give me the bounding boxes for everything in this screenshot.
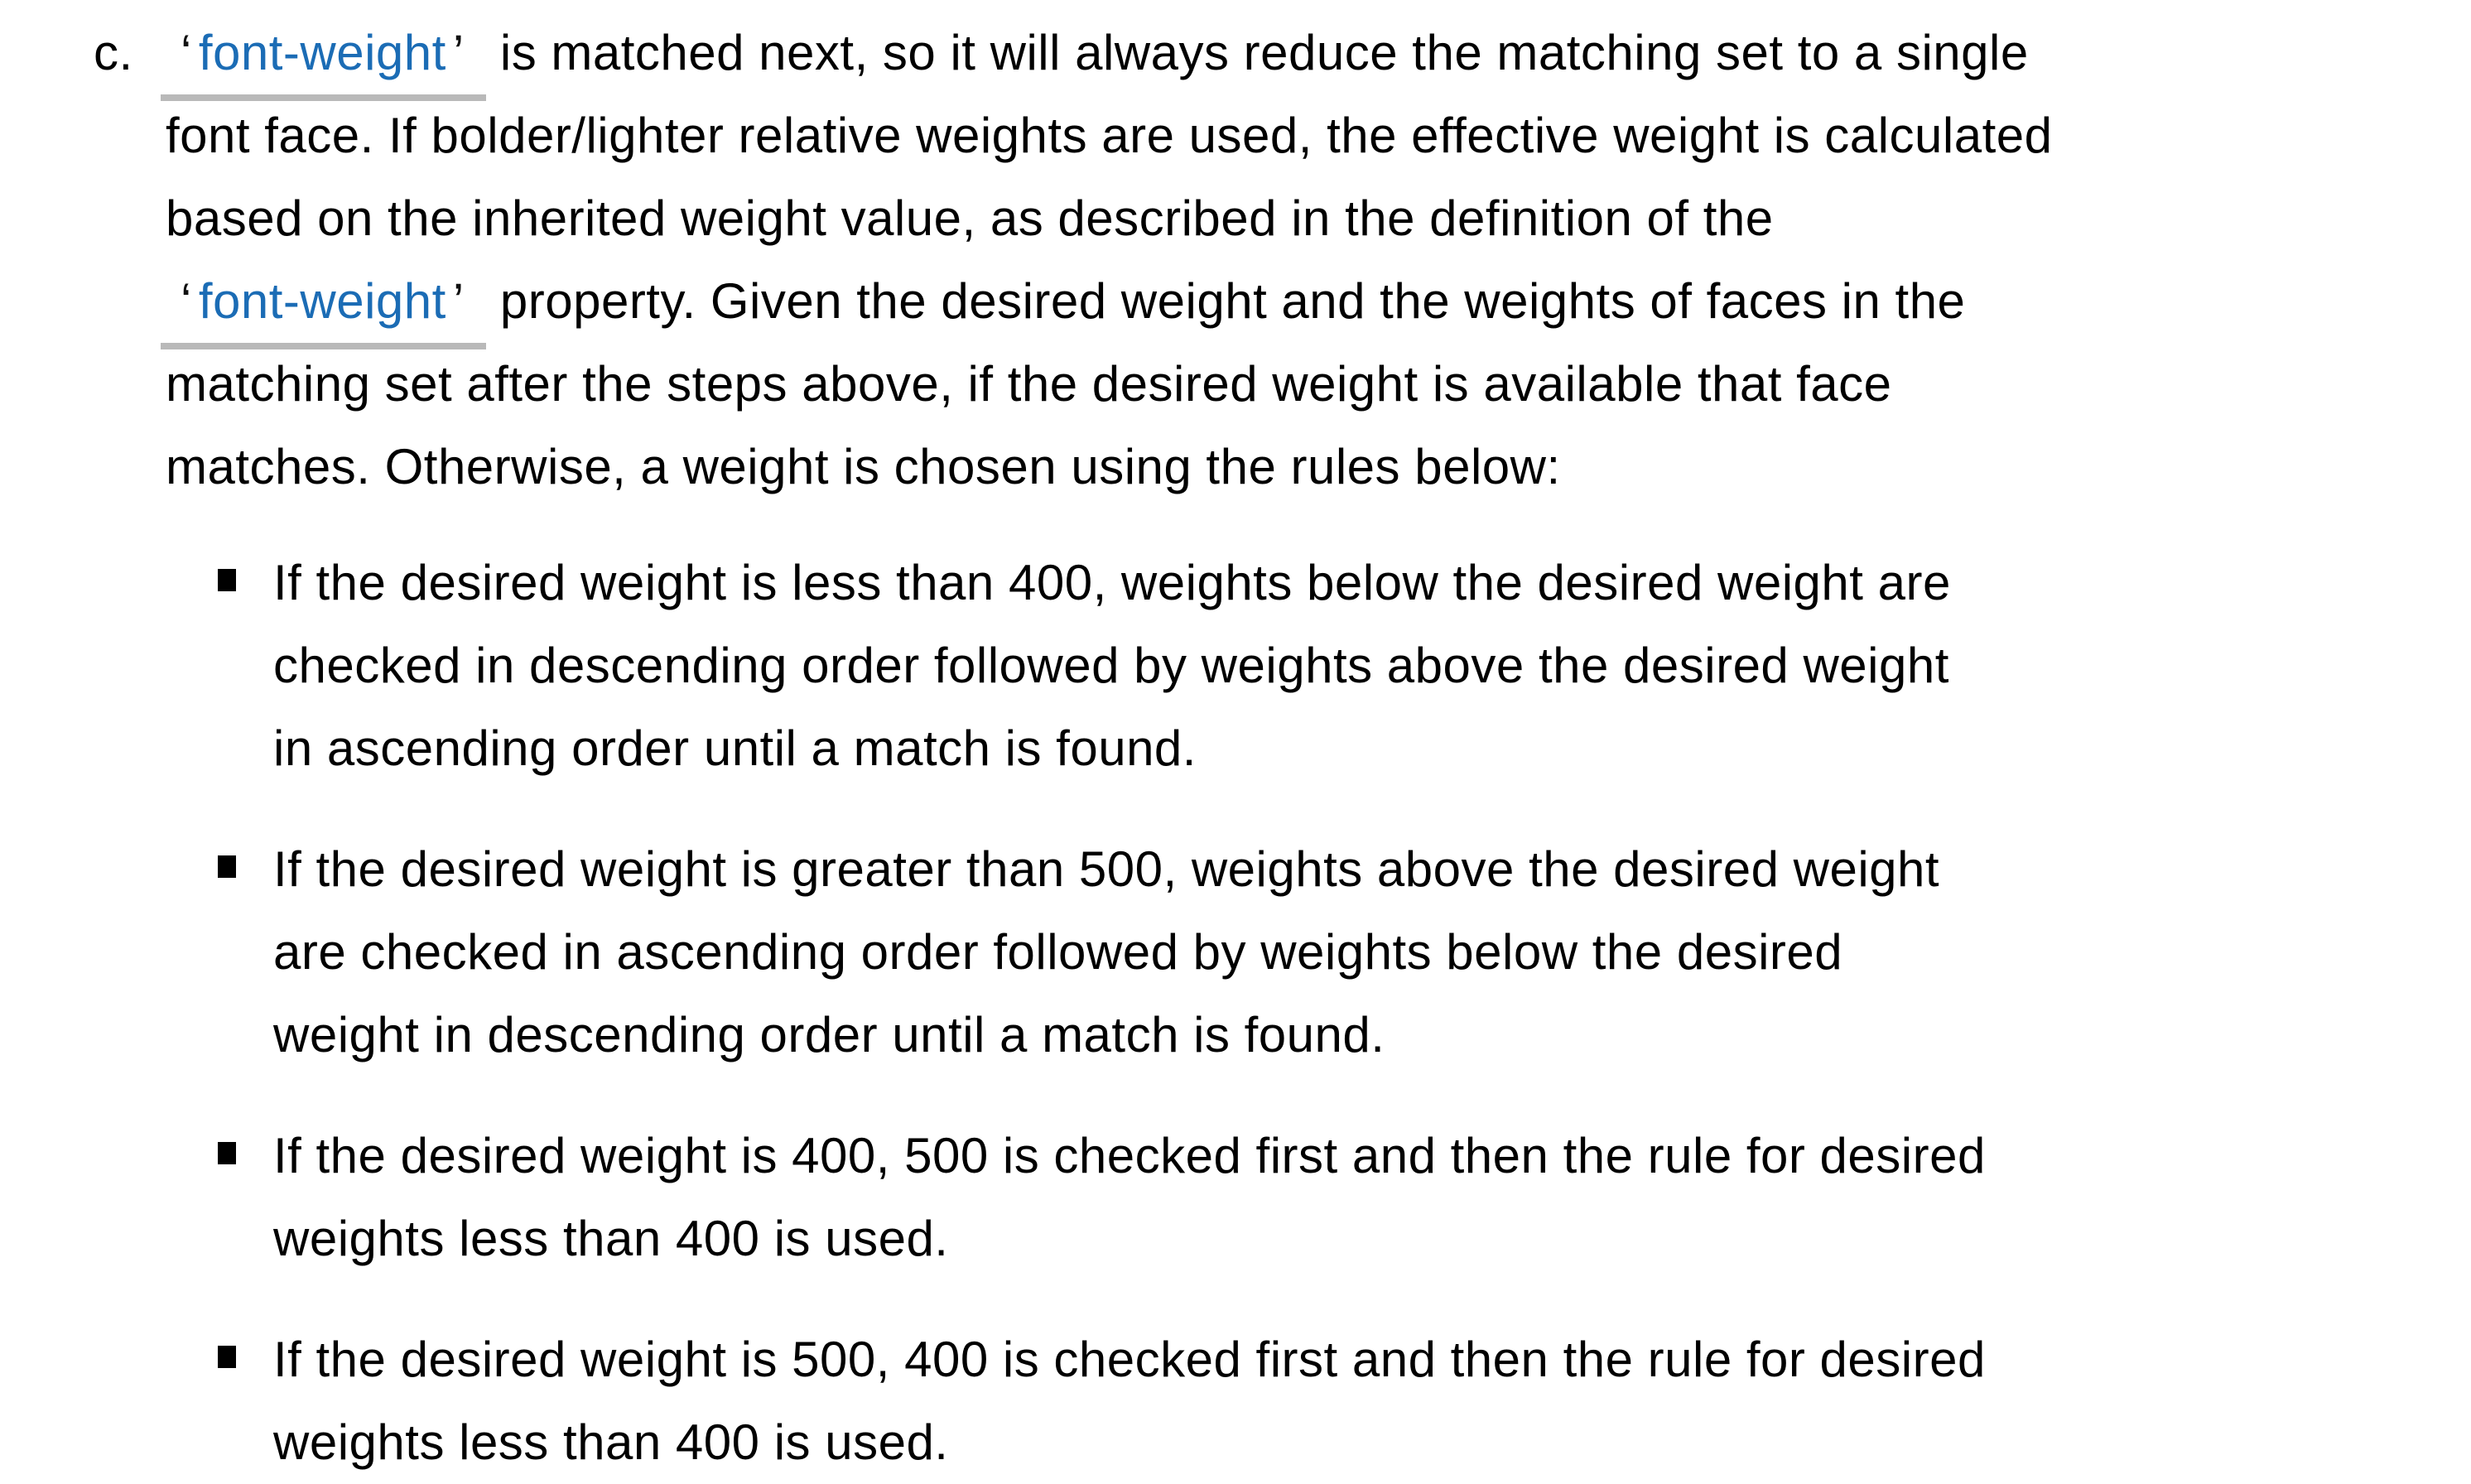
font-weight-link[interactable] bbox=[161, 260, 486, 349]
paragraph-text: is matched next, so it will always reduce the matching set to a single bbox=[485, 25, 2029, 80]
paragraph-line-4 bbox=[166, 260, 2471, 343]
paragraph-line-6: matches. Otherwise, a weight is chosen using the rules below: bbox=[166, 439, 1561, 494]
square-bullet-icon bbox=[218, 569, 236, 591]
bullet-line: If the desired weight is 500, 400 is checked first and then the rule for desired bbox=[273, 1332, 1986, 1387]
square-bullet-icon bbox=[218, 1346, 236, 1368]
bullet-line: weight in descending order until a match is found. bbox=[273, 1007, 1385, 1062]
list-item-weight-less-400 bbox=[218, 542, 2471, 790]
list-item-weight-greater-500 bbox=[218, 828, 2471, 1077]
lettered-list-item-c bbox=[94, 12, 2471, 1484]
bullet-line: are checked in ascending order followed by weights below the desired bbox=[273, 924, 1843, 980]
paragraph-line-2: font face. If bolder/lighter relative weights are used, the effective weight is calculated bbox=[166, 108, 2053, 163]
list-item-weight-500 bbox=[218, 1318, 2471, 1484]
paragraph-line-5: matching set after the steps above, if the desired weight is available that face bbox=[166, 356, 1892, 412]
open-quote: ‘ bbox=[181, 273, 192, 329]
font-weight-link-label: font-weight bbox=[198, 273, 446, 329]
square-bullet-icon bbox=[218, 1142, 236, 1164]
square-bullet-icon bbox=[218, 855, 236, 878]
bullet-text bbox=[273, 1115, 1986, 1280]
bullet-line: checked in descending order followed by weights above the desired weight bbox=[273, 638, 1949, 693]
bullet-text bbox=[273, 542, 1951, 790]
weight-rules-list bbox=[166, 542, 2471, 1484]
bullet-line: If the desired weight is less than 400, weights below the desired weight are bbox=[273, 555, 1951, 610]
open-quote: ‘ bbox=[181, 25, 192, 80]
close-quote: ’ bbox=[452, 25, 465, 80]
bullet-line: If the desired weight is greater than 500, weights above the desired weight bbox=[273, 841, 1940, 897]
paragraph-text: property. Given the desired weight and the weights of faces in the bbox=[485, 273, 1966, 329]
bullet-line: If the desired weight is 400, 500 is checked first and then the rule for desired bbox=[273, 1128, 1986, 1183]
list-marker-c: c. bbox=[94, 25, 133, 80]
bullet-text bbox=[273, 1318, 1986, 1484]
paragraph-line-3: based on the inherited weight value, as described in the definition of the bbox=[166, 190, 1774, 246]
paragraph-line-1 bbox=[166, 12, 2471, 94]
font-weight-link-label: font-weight bbox=[198, 25, 446, 80]
bullet-line: in ascending order until a match is found. bbox=[273, 720, 1197, 776]
list-item-content bbox=[166, 12, 2471, 1484]
bullet-line: weights less than 400 is used. bbox=[273, 1211, 949, 1266]
bullet-line: weights less than 400 is used. bbox=[273, 1414, 949, 1470]
bullet-text bbox=[273, 828, 1939, 1077]
close-quote: ’ bbox=[452, 273, 465, 329]
list-item-weight-400 bbox=[218, 1115, 2471, 1280]
font-weight-link[interactable] bbox=[161, 12, 486, 101]
